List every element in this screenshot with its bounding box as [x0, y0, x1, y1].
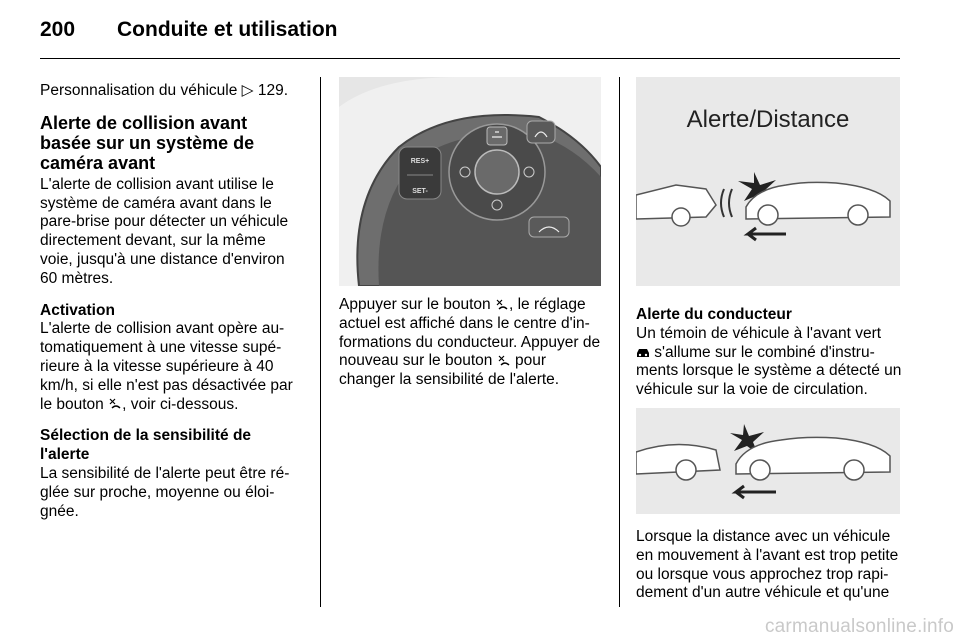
steering-wheel-image — [339, 77, 601, 286]
driver-alert-title: Alerte du conducteur — [636, 306, 792, 323]
column-3-bottom — [636, 528, 902, 603]
column-divider-1 — [320, 77, 321, 607]
distance-arrow-icon — [748, 228, 786, 240]
res-label: RES+ — [410, 158, 430, 165]
collision-alert-button-icon — [495, 298, 509, 312]
watermark: carmanualsonline.info — [764, 616, 954, 637]
intro-ref-link[interactable]: 129. — [257, 82, 289, 99]
sensitivity-text: La sensibilité de l'alerte peut être ré-glée sur proche, moyenne ou éloi-gnée. — [40, 464, 290, 520]
rear-car-icon — [636, 185, 716, 226]
bottom-paragraph: Lorsque la distance avec un véhicule en mouvement à l'avant est trop petite ou lorsque vous approchez trop rapi-dement d'un autre véhicule et qu'une — [636, 528, 899, 602]
intro-text: Personnalisation du véhicule — [40, 82, 238, 99]
intro-description: L'alerte de collision avant utilise le système de caméra avant dans le pare-brise pour détecter un véhicule directement devant, sur la même voie, jusqu'à une distance d'environ 60 mètres. — [40, 175, 289, 287]
collision-alert-button-icon — [497, 354, 511, 368]
section-heading: Alerte de collision avant basée sur un système de caméra avant — [40, 112, 255, 173]
intro-paragraph — [40, 82, 302, 101]
driver-alert-text-2: s'allume sur le combiné d'instru-ments lorsque le système a détecté un véhicule sur la voie de circulation. — [636, 343, 902, 399]
front-car-icon — [746, 182, 890, 225]
collision-illustration-image — [636, 408, 900, 514]
header-rule — [40, 58, 900, 59]
collision-alert-button-icon — [108, 397, 122, 411]
driver-alert-text-1: Un témoin de véhicule à l'avant vert — [636, 324, 882, 342]
button-text-3: pour changer la sensibilité de l'alerte. — [339, 352, 560, 389]
driver-alert-paragraph — [636, 325, 902, 400]
activation-paragraph — [40, 320, 302, 414]
set-label: SET- — [412, 188, 428, 195]
button-instructions — [339, 296, 603, 390]
vehicle-ahead-icon — [636, 347, 650, 359]
activation-text-1: L'alerte de collision avant opère au-tomatiquement à une vitesse supé-rieure à la vitesse supérieure à 40 km/h, si elle n'est pas désactivée par le bouton — [40, 320, 293, 413]
alert-distance-image — [636, 77, 900, 286]
button-text-2: , le réglage actuel est affiché dans le centre d'in-formations du conducteur. Appuyer de nouveau sur le bouton — [339, 296, 601, 370]
column-divider-2 — [619, 77, 620, 607]
page-title: Conduite et utilisation — [117, 18, 338, 41]
front-car-icon — [736, 437, 890, 480]
rear-car-icon — [636, 444, 720, 480]
column-1 — [40, 82, 302, 521]
button-text-1: Appuyer sur le bouton — [339, 296, 491, 313]
column-3 — [636, 306, 902, 400]
page-number: 200 — [40, 18, 76, 41]
activation-text-2: , voir ci-dessous. — [122, 395, 239, 413]
activation-title: Activation — [40, 301, 115, 319]
sensitivity-title: Sélection de la sensibilité de l'alerte — [40, 427, 252, 464]
page-ref-arrow-icon: ▷ — [241, 82, 254, 99]
figure-title: Alerte/Distance — [686, 106, 850, 133]
column-2 — [339, 296, 603, 390]
distance-arrow-icon — [736, 486, 776, 498]
